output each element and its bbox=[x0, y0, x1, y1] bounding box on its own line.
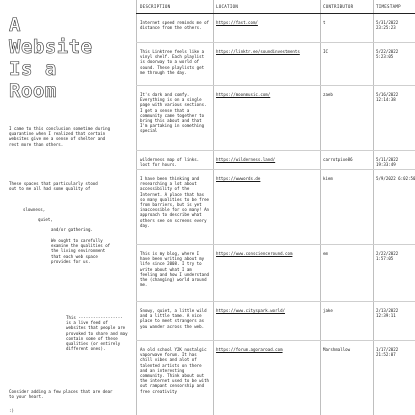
row-description: An old school Y2K nostalgic vaporwave forum. It has chill vibes and alot of talented artists on there and an interesting community. Think about out the internet used to be with out rampant censorship and free creativity bbox=[140, 347, 212, 394]
header-timestamp: TIMESTAMP bbox=[376, 4, 401, 9]
row-location-link[interactable]: https://linktr.ee/soundinvestments bbox=[216, 49, 300, 54]
intro-column bbox=[0, 0, 134, 415]
row-timestamp: 5/22/2022 5:23:05 bbox=[376, 49, 401, 60]
intro-paragraph-3: We ought to carefully examine the qualities of the living environment that each web space provides for us. bbox=[51, 238, 113, 264]
row-description: Snowy, quiet, a little wild and a little tame. A nice place to meet strangers as you wander across the web. bbox=[140, 308, 210, 329]
row-timestamp: 2/13/2022 12:39:11 bbox=[376, 308, 401, 319]
header-contributor: CONTRIBUTOR bbox=[323, 4, 354, 9]
row-timestamp: 2/22/2022 1:57:05 bbox=[376, 251, 401, 262]
row-description: It's dark and comfy. Everything is on a single page with various sections. I get a sense that a community came together to bring this about and that I'm partaking in something special bbox=[140, 92, 210, 134]
row-location-link[interactable]: https://forum.agoraroad.com bbox=[216, 347, 283, 352]
page-title bbox=[9, 16, 93, 104]
row-description: Internet speed reminds me of distance from the others. bbox=[140, 20, 212, 31]
table-row bbox=[136, 245, 415, 302]
row-location-link[interactable]: https://www.conscienceround.com bbox=[216, 251, 293, 256]
row-contributor: t bbox=[323, 20, 326, 25]
row-timestamp: 1/17/2022 21:52:07 bbox=[376, 347, 401, 358]
row-contributor: carrotpixe86 bbox=[323, 157, 353, 162]
row-description: I have been thinking and researching a lot about accessibility of the Internet. A place that has so many qualities to be free from barriers, but is yet inaccessible for so many! An approach to describe what others see on screens every day. bbox=[140, 176, 212, 228]
row-location[interactable] bbox=[216, 308, 308, 313]
sites-table bbox=[136, 0, 415, 415]
row-location[interactable] bbox=[216, 347, 308, 352]
title-line-1: A bbox=[9, 14, 21, 36]
table-header bbox=[136, 0, 415, 14]
row-contributor: Marshmallow bbox=[323, 347, 351, 352]
table-row bbox=[136, 43, 415, 86]
row-location-link[interactable]: https://wwwords.de bbox=[216, 176, 261, 181]
row-location-link[interactable]: https://moonmusic.com/ bbox=[216, 92, 271, 97]
row-contributor: em bbox=[323, 251, 328, 256]
intro-paragraph-4: This ------------------ is a live feed of websites that people are provoked to share and may contain some of these qualities (or entirely different ones). bbox=[66, 315, 131, 352]
row-contributor: kiem bbox=[323, 176, 333, 181]
row-location[interactable] bbox=[216, 49, 308, 54]
title-line-3: Is a bbox=[9, 58, 57, 80]
intro-smiley: :) bbox=[9, 408, 14, 413]
row-location[interactable] bbox=[216, 157, 308, 162]
row-description: wilderness map of links. lost for hours. bbox=[140, 157, 202, 168]
table-row bbox=[136, 151, 415, 170]
intro-word-slowness: slowness, bbox=[23, 207, 46, 212]
title-line-4: Room bbox=[9, 80, 57, 102]
intro-word-gathering: and/or gathering. bbox=[51, 227, 93, 232]
intro-paragraph-5: Consider adding a few places that are dear to your heart. bbox=[9, 389, 115, 400]
row-contributor: jake bbox=[323, 308, 333, 313]
row-location-link[interactable]: https://wilderness.land/ bbox=[216, 157, 276, 162]
row-timestamp: 5/9/2022 6:02:50 bbox=[376, 176, 415, 181]
row-location[interactable] bbox=[216, 251, 308, 256]
title-line-2: Website bbox=[9, 36, 93, 58]
row-contributor: zaeb bbox=[323, 92, 333, 97]
row-description: This is my blog, where I have been writing about my life since 2008. I try to write about what I am feeling and how I understand the (changing) world around me. bbox=[140, 251, 212, 288]
intro-paragraph-2: These spaces that particularly stood out to me all had some quality of bbox=[9, 181, 101, 192]
row-location-link[interactable]: https://www.cityspark.world/ bbox=[216, 308, 286, 313]
table-row bbox=[136, 170, 415, 245]
row-timestamp: 5/16/2022 12:14:38 bbox=[376, 92, 401, 103]
row-location[interactable] bbox=[216, 20, 308, 25]
row-timestamp: 5/31/2022 23:25:23 bbox=[376, 20, 401, 31]
row-contributor: IC bbox=[323, 49, 328, 54]
row-location[interactable] bbox=[216, 92, 308, 97]
table-row bbox=[136, 302, 415, 341]
intro-paragraph-1: I came to this conclusion sometime during quarantine when I realized that certain websites give me a sense of shelter and rest more than others. bbox=[9, 126, 113, 147]
row-location-link[interactable]: https://fast.com/ bbox=[216, 20, 258, 25]
header-description: DESCRIPTION bbox=[140, 4, 171, 9]
header-location: LOCATION bbox=[216, 4, 239, 9]
table-row bbox=[136, 14, 415, 43]
row-location[interactable] bbox=[216, 176, 308, 181]
table-row bbox=[136, 341, 415, 415]
row-timestamp: 5/11/2022 19:33:49 bbox=[376, 157, 401, 168]
row-description: This Linktree feels like a vinyl shelf. Each playlist is doorway to a world of sound. These playlists get me through the day. bbox=[140, 49, 207, 75]
intro-word-quiet: quiet, bbox=[38, 217, 53, 222]
table-row bbox=[136, 86, 415, 151]
